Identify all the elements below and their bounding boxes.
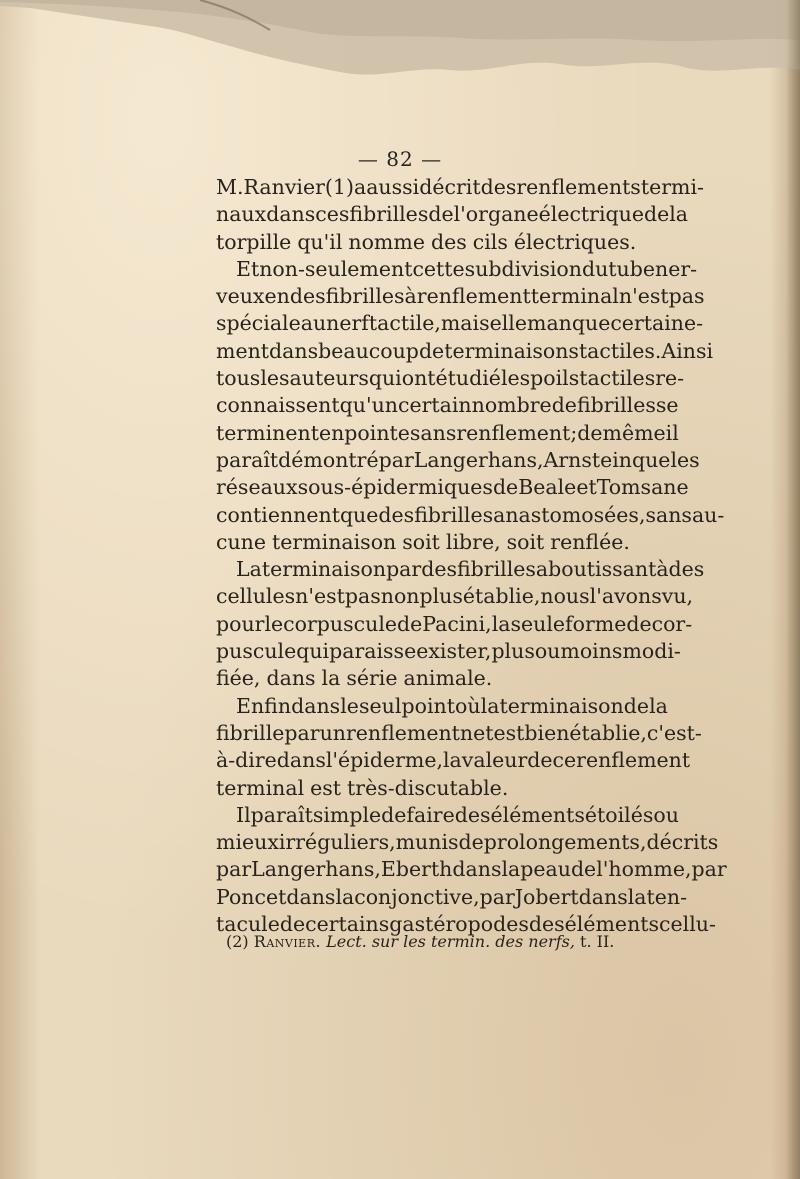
text-line: tacule de certains gastéropodes des éléments cellu-	[216, 912, 716, 937]
text-line: puscule qui paraisse exister, plus ou moins modi-	[216, 639, 681, 664]
text-line: tous les auteurs qui ont étudié les poils tactiles re-	[216, 366, 685, 391]
body-text	[216, 174, 727, 938]
text-line: La terminaison par des fibrilles aboutissant à des	[236, 557, 705, 582]
torn-paper-edge	[0, 0, 800, 95]
text-line: à-dire dans l'épiderme, la valeur de ce renflement	[216, 748, 691, 773]
text-line: par Langerhans, Eberth dans la peau de l'homme, par	[216, 857, 727, 882]
page-number: — 82 —	[357, 147, 443, 171]
page-edge-shadow	[786, 0, 800, 1179]
text-line: terminent en pointe sans renflement; de même il	[216, 420, 679, 445]
text-line: torpille qu'il nomme des cils électriques.	[216, 229, 637, 254]
text-line: Poncet dans la conjonctive, par Jobert dans la ten-	[216, 884, 688, 909]
footnote-volume: t. II.	[580, 932, 615, 951]
text-line: Il paraît simple de faire des éléments étoilés ou	[236, 802, 679, 827]
text-line: naux dans ces fibrilles de l'organe électrique de la	[216, 202, 689, 227]
text-line: pour le corpuscule de Pacini, la seule forme de cor-	[216, 611, 693, 636]
text-line: contiennent que des fibrilles anastomosées, sans au-	[216, 502, 725, 527]
footnote-number: (2)	[226, 932, 249, 951]
text-line: fiée, dans la série animale.	[216, 666, 493, 691]
footnote-author: Ranvier.	[253, 932, 322, 951]
text-line: paraît démontré par Langerhans, Arnstein que les	[216, 447, 700, 472]
text-line: ment dans beaucoup de terminaisons tactiles. Ainsi	[216, 338, 714, 363]
text-line: fibrille par un renflement net est bien établie, c'est-	[216, 720, 702, 745]
footnote	[226, 932, 666, 951]
text-line: spéciale au nerf tactile, mais elle manque certaine-	[216, 311, 704, 336]
footnote-title: Lect. sur les termin. des nerfs,	[326, 932, 575, 951]
text-line: mieux irréguliers, munis de prolongements, décrits	[216, 830, 719, 855]
text-line: Et non-seulement cette subdivision du tube ner-	[236, 256, 698, 281]
text-line: cune terminaison soit libre, soit renflée.	[216, 529, 630, 554]
text-line: cellules n'est pas non plus établie, nous l'avons vu,	[216, 584, 694, 609]
text-line: veux en des fibrilles à renflement terminal n'est pas	[216, 284, 705, 309]
text-line: connaissent qu'un certain nombre de fibrilles se	[216, 393, 679, 418]
text-line: M. Ranvier (1) a aussi décrit des renflements termi-	[216, 175, 704, 199]
text-line: Enfin dans le seul point où la terminaison de la	[236, 693, 668, 718]
text-line: terminal est très-discutable.	[216, 775, 509, 800]
text-line: réseaux sous-épidermiques de Beale et Tomsa ne	[216, 475, 689, 500]
